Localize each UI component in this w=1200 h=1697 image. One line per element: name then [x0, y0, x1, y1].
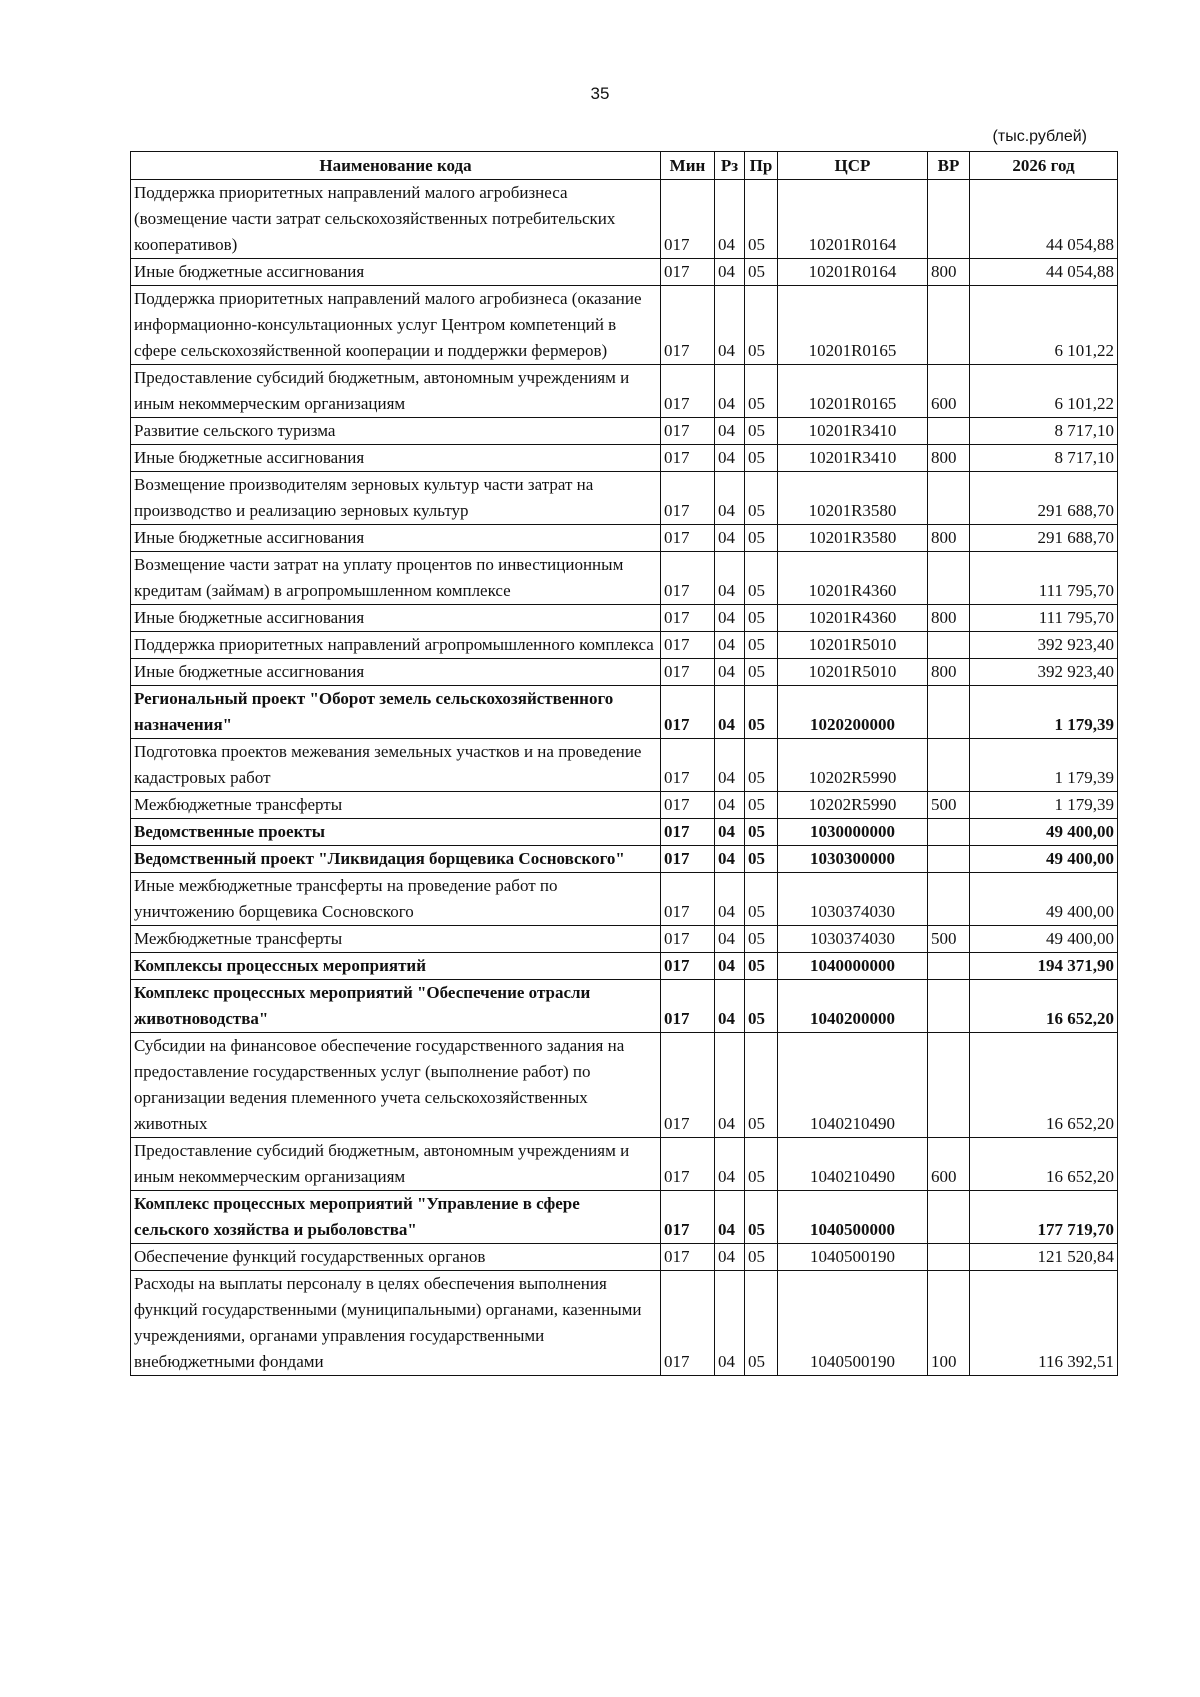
table-row — [131, 472, 1118, 525]
cell-name: Поддержка приоритетных направлений малого агробизнеса (возмещение части затрат сельскохозяйственных потребительских кооперативов) — [131, 180, 661, 259]
table-row — [131, 552, 1118, 605]
cell-pr: 05 — [745, 1271, 778, 1376]
cell-pr: 05 — [745, 953, 778, 980]
cell-name: Иные бюджетные ассигнования — [131, 605, 661, 632]
cell-csr: 1040210490 — [778, 1033, 928, 1138]
cell-pr: 05 — [745, 739, 778, 792]
cell-rz: 04 — [715, 819, 745, 846]
table-row — [131, 953, 1118, 980]
cell-rz: 04 — [715, 525, 745, 552]
cell-vr — [928, 180, 970, 259]
cell-csr: 10201R3580 — [778, 525, 928, 552]
cell-sum: 1 179,39 — [970, 686, 1118, 739]
cell-min: 017 — [661, 1138, 715, 1191]
table-header — [131, 152, 1118, 180]
cell-name: Межбюджетные трансферты — [131, 792, 661, 819]
cell-csr: 10201R4360 — [778, 552, 928, 605]
cell-sum: 8 717,10 — [970, 418, 1118, 445]
header-year: 2026 год — [970, 152, 1118, 180]
cell-min: 017 — [661, 286, 715, 365]
cell-name: Поддержка приоритетных направлений малого агробизнеса (оказание информационно-консультационных услуг Центром компетенций в сфере сельскохозяйственной кооперации и поддержки фермеров) — [131, 286, 661, 365]
table-row — [131, 980, 1118, 1033]
cell-csr: 10201R3410 — [778, 418, 928, 445]
cell-vr — [928, 846, 970, 873]
cell-name: Иные межбюджетные трансферты на проведение работ по уничтожению борщевика Сосновского — [131, 873, 661, 926]
cell-name: Подготовка проектов межевания земельных участков и на проведение кадастровых работ — [131, 739, 661, 792]
cell-sum: 16 652,20 — [970, 1138, 1118, 1191]
cell-min: 017 — [661, 739, 715, 792]
cell-name: Расходы на выплаты персоналу в целях обеспечения выполнения функций государственными (муниципальными) органами, казенными учреждениями, органами управления государственными внебюджетными фондами — [131, 1271, 661, 1376]
cell-pr: 05 — [745, 632, 778, 659]
cell-rz: 04 — [715, 926, 745, 953]
cell-sum: 49 400,00 — [970, 819, 1118, 846]
cell-csr: 1030374030 — [778, 926, 928, 953]
cell-sum: 49 400,00 — [970, 846, 1118, 873]
cell-min: 017 — [661, 926, 715, 953]
cell-name: Поддержка приоритетных направлений агропромышленного комплекса — [131, 632, 661, 659]
cell-sum: 116 392,51 — [970, 1271, 1118, 1376]
cell-vr: 800 — [928, 525, 970, 552]
cell-vr — [928, 1033, 970, 1138]
cell-vr: 100 — [928, 1271, 970, 1376]
cell-pr: 05 — [745, 259, 778, 286]
units-label: (тыс.рублей) — [992, 128, 1087, 145]
cell-vr — [928, 873, 970, 926]
cell-name: Предоставление субсидий бюджетным, автономным учреждениям и иным некоммерческим организациям — [131, 1138, 661, 1191]
cell-vr: 600 — [928, 1138, 970, 1191]
cell-vr — [928, 819, 970, 846]
cell-pr: 05 — [745, 659, 778, 686]
cell-min: 017 — [661, 445, 715, 472]
cell-sum: 392 923,40 — [970, 632, 1118, 659]
cell-rz: 04 — [715, 632, 745, 659]
cell-sum: 177 719,70 — [970, 1191, 1118, 1244]
cell-csr: 10201R3580 — [778, 472, 928, 525]
table-row — [131, 365, 1118, 418]
cell-csr: 1040500190 — [778, 1244, 928, 1271]
cell-rz: 04 — [715, 552, 745, 605]
cell-rz: 04 — [715, 286, 745, 365]
cell-sum: 291 688,70 — [970, 525, 1118, 552]
cell-min: 017 — [661, 525, 715, 552]
table-row — [131, 259, 1118, 286]
cell-csr: 1040200000 — [778, 980, 928, 1033]
table-row — [131, 1138, 1118, 1191]
cell-vr — [928, 686, 970, 739]
cell-pr: 05 — [745, 980, 778, 1033]
cell-csr: 10201R3410 — [778, 445, 928, 472]
cell-csr: 10201R4360 — [778, 605, 928, 632]
cell-csr: 10201R0165 — [778, 365, 928, 418]
cell-vr: 500 — [928, 792, 970, 819]
cell-name: Межбюджетные трансферты — [131, 926, 661, 953]
cell-min: 017 — [661, 792, 715, 819]
cell-rz: 04 — [715, 739, 745, 792]
cell-vr — [928, 286, 970, 365]
cell-name: Иные бюджетные ассигнования — [131, 659, 661, 686]
cell-pr: 05 — [745, 365, 778, 418]
cell-rz: 04 — [715, 846, 745, 873]
cell-min: 017 — [661, 1033, 715, 1138]
cell-sum: 44 054,88 — [970, 180, 1118, 259]
cell-vr: 800 — [928, 445, 970, 472]
table-row — [131, 445, 1118, 472]
cell-sum: 6 101,22 — [970, 286, 1118, 365]
cell-csr: 1040500000 — [778, 1191, 928, 1244]
cell-csr: 1040210490 — [778, 1138, 928, 1191]
cell-vr: 800 — [928, 605, 970, 632]
cell-min: 017 — [661, 632, 715, 659]
cell-rz: 04 — [715, 953, 745, 980]
table-row — [131, 686, 1118, 739]
cell-sum: 8 717,10 — [970, 445, 1118, 472]
cell-rz: 04 — [715, 659, 745, 686]
cell-csr: 10201R0164 — [778, 180, 928, 259]
cell-pr: 05 — [745, 445, 778, 472]
header-vr: ВР — [928, 152, 970, 180]
cell-sum: 49 400,00 — [970, 873, 1118, 926]
cell-name: Возмещение производителям зерновых культур части затрат на производство и реализацию зерновых культур — [131, 472, 661, 525]
cell-name: Комплексы процессных мероприятий — [131, 953, 661, 980]
cell-sum: 6 101,22 — [970, 365, 1118, 418]
cell-rz: 04 — [715, 418, 745, 445]
cell-rz: 04 — [715, 605, 745, 632]
cell-name: Субсидии на финансовое обеспечение государственного задания на предоставление государственных услуг (выполнение работ) по организации ведения племенного учета сельскохозяйственных животных — [131, 1033, 661, 1138]
table-row — [131, 418, 1118, 445]
cell-sum: 121 520,84 — [970, 1244, 1118, 1271]
cell-rz: 04 — [715, 445, 745, 472]
cell-name: Развитие сельского туризма — [131, 418, 661, 445]
cell-pr: 05 — [745, 1244, 778, 1271]
cell-vr: 600 — [928, 365, 970, 418]
cell-name: Региональный проект "Оборот земель сельскохозяйственного назначения" — [131, 686, 661, 739]
cell-sum: 194 371,90 — [970, 953, 1118, 980]
cell-rz: 04 — [715, 365, 745, 418]
cell-name: Иные бюджетные ассигнования — [131, 259, 661, 286]
cell-rz: 04 — [715, 259, 745, 286]
header-name: Наименование кода — [131, 152, 661, 180]
cell-name: Ведомственный проект "Ликвидация борщевика Сосновского" — [131, 846, 661, 873]
cell-sum: 111 795,70 — [970, 605, 1118, 632]
table-row — [131, 926, 1118, 953]
cell-min: 017 — [661, 365, 715, 418]
cell-name: Возмещение части затрат на уплату процентов по инвестиционным кредитам (займам) в агропромышленном комплексе — [131, 552, 661, 605]
cell-csr: 1040500190 — [778, 1271, 928, 1376]
cell-rz: 04 — [715, 686, 745, 739]
cell-min: 017 — [661, 552, 715, 605]
cell-sum: 16 652,20 — [970, 980, 1118, 1033]
cell-sum: 392 923,40 — [970, 659, 1118, 686]
page-number: 35 — [590, 84, 610, 103]
cell-sum: 291 688,70 — [970, 472, 1118, 525]
table-row — [131, 605, 1118, 632]
header-pr: Пр — [745, 152, 778, 180]
cell-vr — [928, 472, 970, 525]
cell-pr: 05 — [745, 819, 778, 846]
cell-min: 017 — [661, 846, 715, 873]
cell-rz: 04 — [715, 980, 745, 1033]
budget-table — [130, 151, 1118, 1376]
cell-name: Комплекс процессных мероприятий "Обеспечение отрасли животноводства" — [131, 980, 661, 1033]
cell-vr: 800 — [928, 259, 970, 286]
cell-rz: 04 — [715, 792, 745, 819]
cell-sum: 44 054,88 — [970, 259, 1118, 286]
table-row — [131, 632, 1118, 659]
cell-vr — [928, 739, 970, 792]
cell-pr: 05 — [745, 286, 778, 365]
cell-csr: 10201R0165 — [778, 286, 928, 365]
table-row — [131, 739, 1118, 792]
table-row — [131, 659, 1118, 686]
cell-pr: 05 — [745, 1138, 778, 1191]
header-csr: ЦСР — [778, 152, 928, 180]
cell-vr: 800 — [928, 659, 970, 686]
cell-pr: 05 — [745, 1191, 778, 1244]
table-row — [131, 286, 1118, 365]
cell-vr — [928, 953, 970, 980]
cell-csr: 10201R5010 — [778, 632, 928, 659]
cell-csr: 1020200000 — [778, 686, 928, 739]
cell-rz: 04 — [715, 1138, 745, 1191]
cell-csr: 10202R5990 — [778, 739, 928, 792]
cell-csr: 10202R5990 — [778, 792, 928, 819]
cell-min: 017 — [661, 418, 715, 445]
cell-csr: 1030000000 — [778, 819, 928, 846]
cell-rz: 04 — [715, 1271, 745, 1376]
cell-csr: 10201R0164 — [778, 259, 928, 286]
table-row — [131, 180, 1118, 259]
cell-pr: 05 — [745, 552, 778, 605]
cell-vr: 500 — [928, 926, 970, 953]
cell-vr — [928, 418, 970, 445]
cell-name: Обеспечение функций государственных органов — [131, 1244, 661, 1271]
table-row — [131, 1244, 1118, 1271]
cell-name: Иные бюджетные ассигнования — [131, 525, 661, 552]
header-rz: Рз — [715, 152, 745, 180]
cell-name: Иные бюджетные ассигнования — [131, 445, 661, 472]
cell-min: 017 — [661, 980, 715, 1033]
cell-sum: 111 795,70 — [970, 552, 1118, 605]
table-row — [131, 1191, 1118, 1244]
cell-min: 017 — [661, 953, 715, 980]
cell-name: Предоставление субсидий бюджетным, автономным учреждениям и иным некоммерческим организациям — [131, 365, 661, 418]
table-row — [131, 792, 1118, 819]
cell-rz: 04 — [715, 1033, 745, 1138]
table-row — [131, 525, 1118, 552]
cell-min: 017 — [661, 819, 715, 846]
cell-pr: 05 — [745, 686, 778, 739]
cell-rz: 04 — [715, 1191, 745, 1244]
table-row — [131, 873, 1118, 926]
cell-pr: 05 — [745, 792, 778, 819]
table-row — [131, 1033, 1118, 1138]
cell-csr: 1030374030 — [778, 873, 928, 926]
cell-min: 017 — [661, 1191, 715, 1244]
cell-min: 017 — [661, 180, 715, 259]
cell-rz: 04 — [715, 472, 745, 525]
cell-sum: 49 400,00 — [970, 926, 1118, 953]
table-row — [131, 819, 1118, 846]
cell-min: 017 — [661, 1244, 715, 1271]
cell-name: Комплекс процессных мероприятий "Управление в сфере сельского хозяйства и рыболовства" — [131, 1191, 661, 1244]
cell-vr — [928, 632, 970, 659]
cell-pr: 05 — [745, 1033, 778, 1138]
cell-min: 017 — [661, 259, 715, 286]
cell-pr: 05 — [745, 605, 778, 632]
cell-pr: 05 — [745, 418, 778, 445]
cell-min: 017 — [661, 873, 715, 926]
cell-rz: 04 — [715, 873, 745, 926]
table-row — [131, 1271, 1118, 1376]
cell-pr: 05 — [745, 180, 778, 259]
cell-min: 017 — [661, 686, 715, 739]
header-min: Мин — [661, 152, 715, 180]
cell-vr — [928, 552, 970, 605]
cell-csr: 1030300000 — [778, 846, 928, 873]
cell-min: 017 — [661, 1271, 715, 1376]
cell-name: Ведомственные проекты — [131, 819, 661, 846]
cell-pr: 05 — [745, 472, 778, 525]
cell-sum: 16 652,20 — [970, 1033, 1118, 1138]
cell-pr: 05 — [745, 846, 778, 873]
cell-min: 017 — [661, 659, 715, 686]
cell-min: 017 — [661, 605, 715, 632]
cell-csr: 10201R5010 — [778, 659, 928, 686]
cell-pr: 05 — [745, 525, 778, 552]
cell-vr — [928, 980, 970, 1033]
cell-pr: 05 — [745, 926, 778, 953]
cell-vr — [928, 1191, 970, 1244]
cell-sum: 1 179,39 — [970, 739, 1118, 792]
cell-min: 017 — [661, 472, 715, 525]
cell-csr: 1040000000 — [778, 953, 928, 980]
cell-rz: 04 — [715, 1244, 745, 1271]
table-row — [131, 846, 1118, 873]
cell-rz: 04 — [715, 180, 745, 259]
cell-vr — [928, 1244, 970, 1271]
cell-sum: 1 179,39 — [970, 792, 1118, 819]
cell-pr: 05 — [745, 873, 778, 926]
